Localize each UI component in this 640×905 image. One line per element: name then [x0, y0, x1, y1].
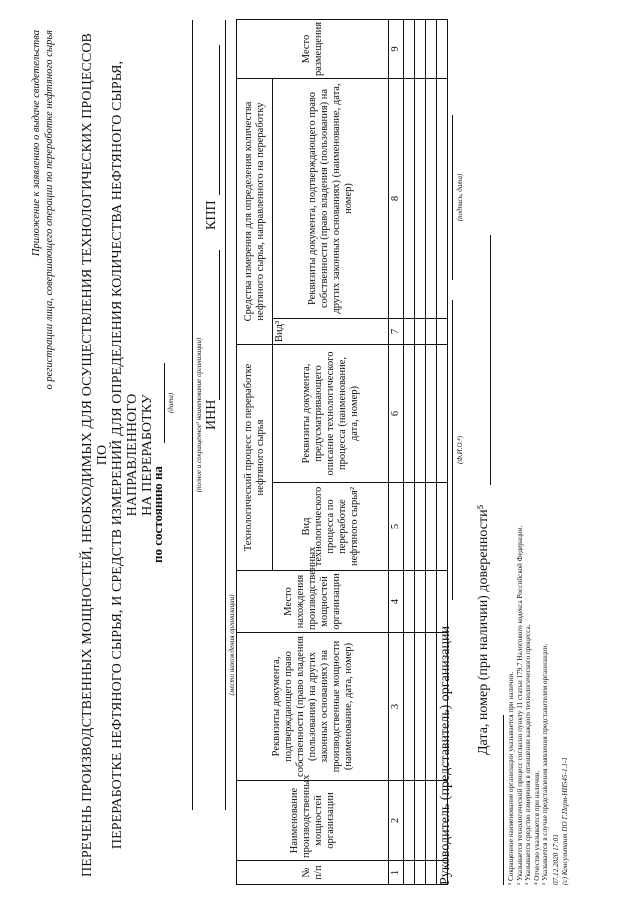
kpp-line: [204, 45, 220, 195]
footnotes: [507, 526, 550, 885]
print-stamp: [552, 757, 569, 885]
table-cell: [437, 20, 448, 79]
head-label: Руководитель (представитель) организации: [438, 626, 453, 885]
table-cell: [426, 571, 437, 633]
appendix-note: [30, 30, 56, 570]
table-cell: [404, 633, 415, 781]
footnote-2: ² Указывается технологический процесс согласно пункту 11 статьи 179.7 Налогового кодекса Российской Федерации.: [515, 525, 524, 885]
table-cell: [415, 483, 426, 571]
kpp-label: КПП: [204, 200, 219, 230]
table-cell: [404, 781, 415, 861]
inn-line: [204, 250, 220, 400]
poa-label: Дата, номер (при наличии) доверенности⁵: [476, 504, 491, 755]
table-cell: [426, 861, 437, 885]
table-cell: [404, 571, 415, 633]
footnote-3: ³ Указывается средство измерения в отношении каждого технологического процесса.: [524, 624, 533, 885]
col-number: 2: [389, 781, 404, 861]
table-cell: [404, 319, 415, 345]
table-cell: [415, 633, 426, 781]
fio-caption: (Ф.И.О.⁴): [456, 435, 464, 465]
header-means-group: Средства измерения для определения количества нефтяного сырья, направленного на переработку: [237, 79, 273, 345]
org-location-caption: (место нахождения организации): [228, 594, 236, 696]
title-line-2: ПЕРЕРАБОТКЕ НЕФТЯНОГО СЫРЬЯ, И СРЕДСТВ ИЗМЕРЕНИЙ ДЛЯ ОПРЕДЕЛЕНИЯ КОЛИЧЕСТВА НЕФТЯНОГО СЫРЬЯ, НАПРАВЛЕННОГО: [110, 60, 140, 850]
col-number: 3: [389, 633, 404, 781]
fio-line: [438, 300, 453, 600]
table-cell: [415, 345, 426, 483]
sign-line: [438, 115, 453, 280]
appendix-line-1: Приложение к заявлению о выдаче свидетельства: [31, 30, 42, 257]
header-process-type: Вид технологического процесса по переработке нефтяного сырья²: [273, 483, 389, 571]
table-cell: [404, 861, 415, 885]
table-row: [404, 20, 415, 885]
col-number: 6: [389, 345, 404, 483]
table-cell: [426, 345, 437, 483]
header-process-doc: Реквизиты документа, предусматривающего описание технологического процесса (наименование, дата, номер): [273, 345, 389, 483]
table-row: [426, 20, 437, 885]
document-title: [80, 25, 155, 885]
capacities-table: [236, 19, 448, 885]
footnote-4: ⁴ Отчество указывается при наличии.: [532, 770, 541, 885]
as-of-date-line: [150, 363, 165, 443]
col-number: 8: [389, 79, 404, 319]
footnote-5: ⁵ Указывается в случае представления заявления представителем организации.: [541, 643, 550, 885]
header-means-doc: Реквизиты документа, подтверждающего право собственности (право владения (пользования) на других законных основаниях) (наименование, дата, номер): [273, 79, 389, 319]
header-means-type: Вид³: [273, 319, 389, 345]
col-number: 4: [389, 571, 404, 633]
table-cell: [426, 319, 437, 345]
header-placement: Место размещения: [237, 20, 389, 79]
header-requisites: Реквизиты документа, подтверждающего право собственности (право владения (пользования) на других законных основаниях) на производственные мощности (наименование, дата, номер): [237, 633, 389, 781]
org-name-line: [182, 20, 193, 810]
footnote-1: ¹ Сокращенное наименование организации указывается при наличии.: [507, 671, 515, 885]
table-column-numbers: [389, 20, 404, 885]
header-num: № п/п: [237, 861, 389, 885]
col-number: 9: [389, 20, 404, 79]
appendix-line-2: о регистрации лица, совершающего операции по переработке нефтяного сырья: [44, 30, 55, 390]
table-cell: [426, 20, 437, 79]
table-cell: [415, 781, 426, 861]
table-cell: [415, 861, 426, 885]
table-cell: [415, 20, 426, 79]
poa-line: [476, 235, 491, 485]
table-cell: [426, 483, 437, 571]
title-line-3: НА ПЕРЕРАБОТКУ: [140, 394, 155, 516]
table-cell: [426, 781, 437, 861]
header-process-group: Технологический процесс по переработке нефтяного сырья: [237, 345, 273, 571]
inn-label: ИНН: [204, 399, 219, 430]
table-cell: [415, 571, 426, 633]
col-number: 5: [389, 483, 404, 571]
table-cell: [415, 79, 426, 319]
table-cell: [426, 633, 437, 781]
table-cell: [404, 483, 415, 571]
table-cell: [426, 79, 437, 319]
col-number: 7: [389, 319, 404, 345]
footnote-separator: [503, 715, 504, 885]
col-number: 1: [389, 861, 404, 885]
stamp-source: (c) Консультант ПО Г.Перм-НИ545-1.1-1: [560, 757, 569, 885]
org-location-line: [222, 20, 226, 810]
table-cell: [415, 319, 426, 345]
table-header-row-1: [237, 20, 273, 885]
table-row: [415, 20, 426, 885]
as-of-date-caption: (дата): [167, 392, 175, 414]
sign-caption: (подпись, дата): [456, 173, 464, 222]
stamp-date: 07.12.2020 17:01: [552, 834, 560, 885]
header-name: Наименование производственных мощностей организации: [237, 781, 389, 861]
table-cell: [404, 20, 415, 79]
table-cell: [404, 79, 415, 319]
org-name-caption: (полное и сокращенное¹ наименование организации): [195, 337, 203, 493]
title-line-1: ПЕРЕЧЕНЬ ПРОИЗВОДСТВЕННЫХ МОЩНОСТЕЙ, НЕОБХОДИМЫХ ДЛЯ ОСУЩЕСТВЛЕНИЯ ТЕХНОЛОГИЧЕСКИХ ПРОЦЕССОВ ПО: [80, 33, 110, 878]
table-cell: [404, 345, 415, 483]
as-of-label: по состоянию на: [150, 466, 165, 563]
header-location: Место нахождения производственных мощностей организации: [237, 571, 389, 633]
